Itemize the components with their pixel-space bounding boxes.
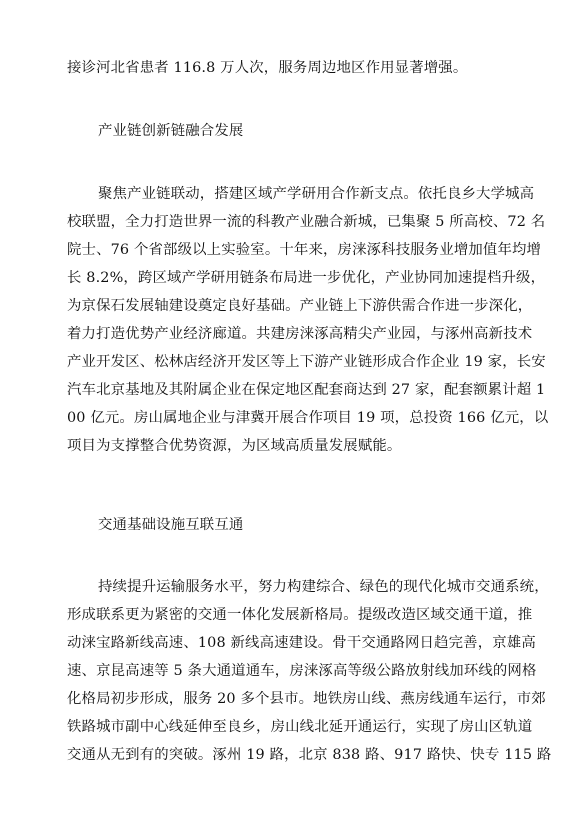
section-heading-industry-chain: 产业链创新链融合发展 xyxy=(98,123,244,139)
paragraph-line: 聚焦产业链联动，搭建区域产学研用合作新支点。依托良乡大学城高 xyxy=(98,186,535,202)
paragraph-line: 校联盟，全力打造世界一流的科教产业融合新城，已集聚 5 所高校、72 名 xyxy=(67,214,546,230)
paragraph-line: 形成联系更为紧密的交通一体化发展新格局。提级改造区域交通干道，推 xyxy=(67,607,533,623)
paragraph-line: 为京保石发展轴建设奠定良好基础。产业链上下游供需合作进一步深化， xyxy=(67,298,533,314)
section-heading-transport: 交通基础设施互联互通 xyxy=(98,517,244,533)
paragraph-line: 长 8.2%，跨区域产学研用链条布局进一步优化，产业协同加速提档升级， xyxy=(67,270,546,286)
paragraph-line: 着力打造优势产业经济廊道。共建房涞涿高精尖产业园，与涿州高新技术 xyxy=(67,326,533,342)
paragraph-line: 化格局初步形成，服务 20 多个县市。地铁房山线、燕房线通车运行，市郊 xyxy=(67,691,546,707)
paragraph-line: 动涞宝路新线高速、108 新线高速建设。骨干交通路网日趋完善，京雄高 xyxy=(67,635,536,651)
paragraph-line: 00 亿元。房山属地企业与津冀开展合作项目 19 项，总投资 166 亿元，以 xyxy=(67,410,549,426)
paragraph-line: 项目为支撑整合优势资源，为区域高质量发展赋能。 xyxy=(67,438,402,454)
paragraph-line: 汽车北京基地及其附属企业在保定地区配套商达到 27 家，配套额累计超 1 xyxy=(67,382,546,398)
paragraph-line: 接诊河北省患者 116.8 万人次，服务周边地区作用显著增强。 xyxy=(67,60,468,76)
paragraph-line: 院士、76 个省部级以上实验室。十年来，房涞涿科技服务业增加值年均增 xyxy=(67,242,542,258)
paragraph-line: 产业开发区、松林店经济开发区等上下游产业链形成合作企业 19 家，长安 xyxy=(67,354,546,370)
paragraph-line: 速、京昆高速等 5 条大通道通车，房涞涿高等级公路放射线加环线的网格 xyxy=(67,663,537,679)
paragraph-line: 持续提升运输服务水平，努力构建综合、绿色的现代化城市交通系统， xyxy=(98,579,549,595)
paragraph-line: 交通从无到有的突破。涿州 19 路，北京 838 路、917 路快、快专 115 路 xyxy=(67,747,552,763)
paragraph-line: 铁路城市副中心线延伸至良乡，房山线北延开通运行，实现了房山区轨道 xyxy=(67,719,533,735)
